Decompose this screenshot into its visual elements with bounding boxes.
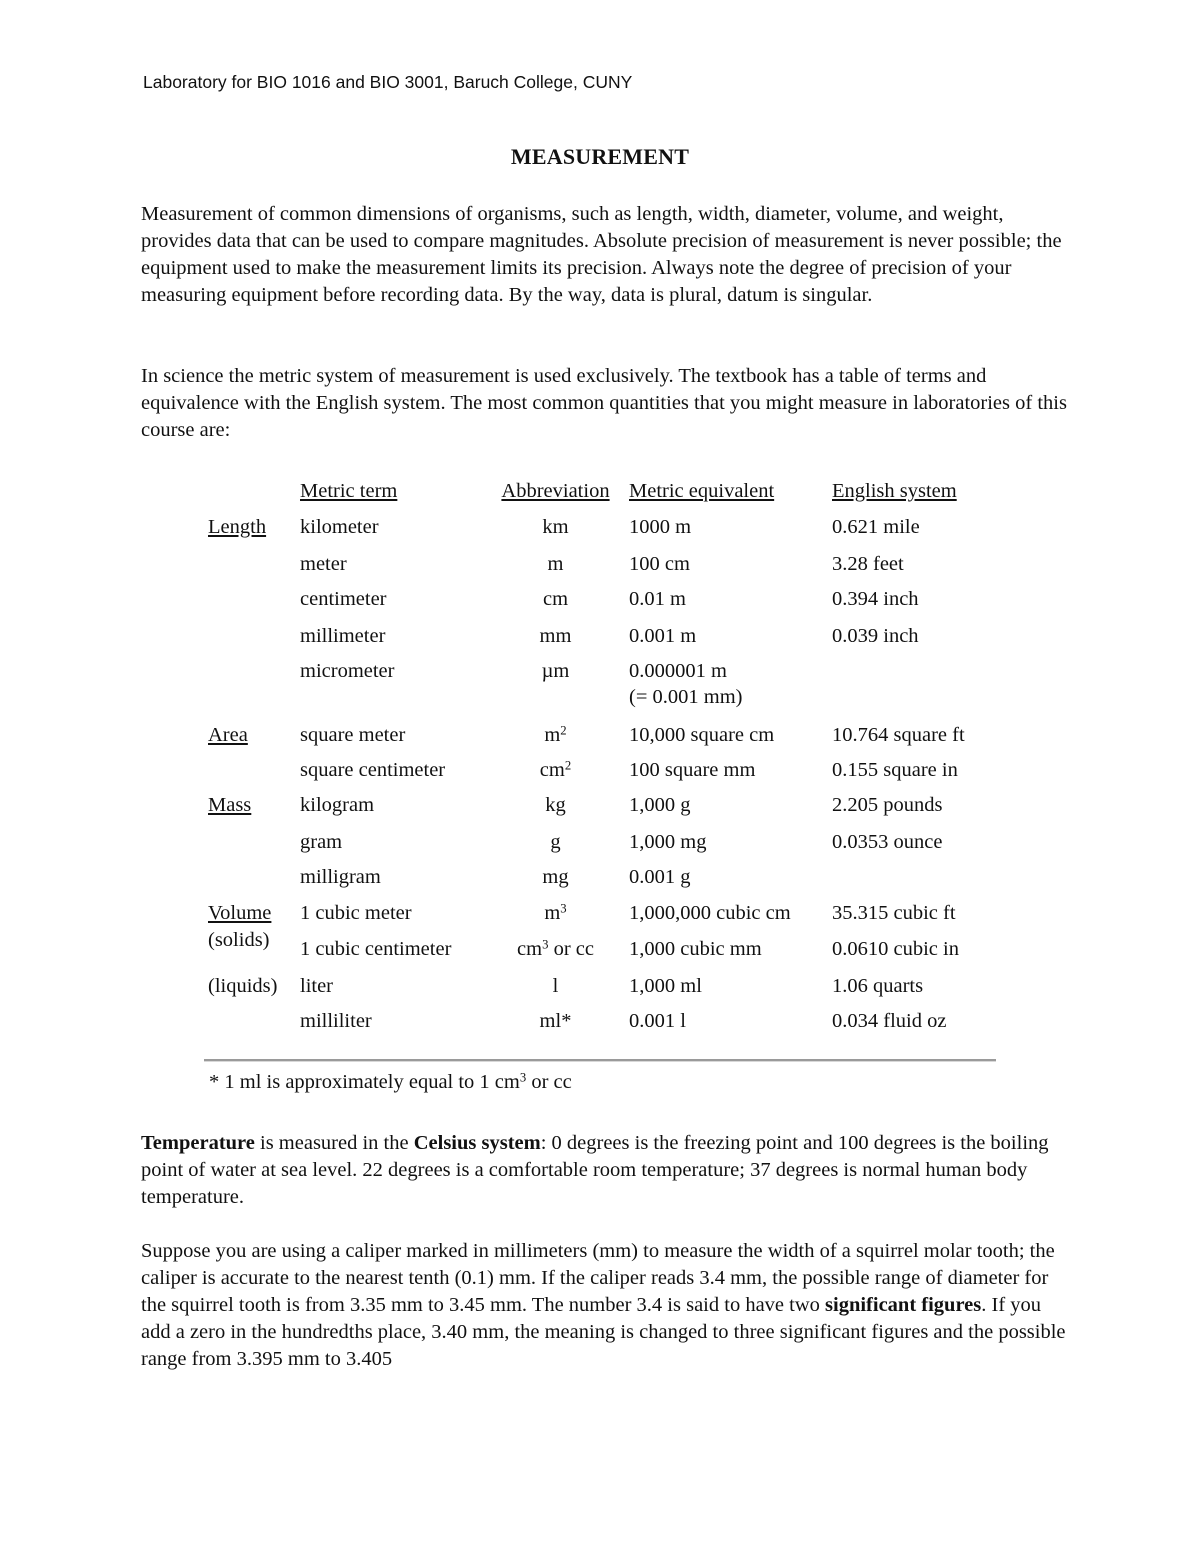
row-english-equivalent: 0.039 inch — [832, 625, 919, 647]
header-abbreviation: Abbreviation — [501, 480, 610, 502]
row-metric-equivalent: 100 cm — [629, 553, 690, 575]
row-metric-equivalent: 1,000,000 cubic cm — [629, 902, 791, 924]
row-metric-term: 1 cubic centimeter — [300, 938, 452, 960]
row-metric-term: gram — [300, 831, 343, 853]
page-title: MEASUREMENT — [510, 144, 690, 169]
row-metric-term: square centimeter — [300, 759, 446, 781]
category-mass: Mass — [208, 794, 252, 816]
row-english-equivalent: 0.621 mile — [832, 516, 920, 538]
row-metric-equivalent: 0.01 m — [629, 588, 686, 610]
row-metric-equivalent: 1,000 ml — [629, 975, 702, 997]
header-metric-equivalent: Metric equivalent — [629, 480, 775, 502]
row-metric-equivalent: 1000 m — [629, 516, 692, 538]
row-abbreviation: cm — [542, 588, 569, 610]
intro-paragraph: Measurement of common dimensions of organisms, such as length, width, diameter, volume, and weight, provides data that can be used to compare magnitudes. Absolute precision of measurement is never possible; the equipment used to make the measurement limits its precision. Always note the degree of precision of your measuring equipment before recording data. By the way, data is plural, datum is singular. — [141, 203, 1062, 306]
category-area: Area — [208, 724, 248, 746]
metric-paragraph: In science the metric system of measurement is used exclusively. The textbook has a table of terms and equivalence with the English system. The most common quantities that you might measure in laboratories of this course are: — [141, 365, 1067, 441]
table-divider — [204, 1059, 996, 1062]
row-abbreviation: mm — [539, 625, 572, 647]
table-footnote: * 1 ml is approximately equal to 1 $cm^3$ or cc — [209, 1070, 572, 1093]
row-english-equivalent: 0.155 square in — [832, 759, 958, 781]
temperature-paragraph: Temperature is measured in the Celsius system: 0 degrees is the freezing point and 100 degrees is the boiling point of water at sea level. 22 degrees is a comfortable room temperature; 37 degrees is normal human body temperature. — [141, 1132, 1049, 1208]
running-header: Laboratory for BIO 1016 and BIO 3001, Baruch College, CUNY — [143, 72, 633, 92]
row-abbreviation: kg — [545, 794, 566, 816]
row-metric-equivalent: 100 square mm — [629, 759, 756, 781]
row-english-equivalent: 0.0353 ounce — [832, 831, 943, 853]
row-metric-term: kilometer — [300, 516, 379, 538]
header-metric-term: Metric term — [300, 480, 398, 502]
row-metric-equivalent: 0.001 m — [629, 625, 697, 647]
row-english-equivalent: 10.764 square ft — [832, 724, 965, 746]
row-abbreviation: µm — [541, 660, 570, 682]
row-metric-term: square meter — [300, 724, 406, 746]
row-metric-term: kilogram — [300, 794, 375, 816]
row-metric-term: milligram — [300, 866, 381, 888]
row-abbreviation: $m^2$ — [544, 723, 567, 746]
row-metric-term: 1 cubic meter — [300, 902, 412, 924]
category-length: Length — [208, 516, 267, 538]
category-solids: (solids) — [208, 929, 270, 951]
celsius-term: Celsius system — [413, 1132, 541, 1154]
row-abbreviation: $cm^3$ or cc — [517, 937, 594, 960]
caliper-paragraph: Suppose you are using a caliper marked in millimeters (mm) to measure the width of a squirrel molar tooth; the caliper is accurate to the nearest tenth (0.1) mm. If the caliper reads 3.4 mm, the possible range of diameter for the squirrel tooth is from 3.35 mm to 3.45 mm. The number 3.4 is said to have two significant figures. If you add a zero in the hundredths place, 3.40 mm, the meaning is changed to three significant figures and the possible range from 3.395 mm to 3.405 — [141, 1240, 1066, 1370]
row-abbreviation: g — [550, 831, 561, 853]
row-abbreviation: ml* — [539, 1010, 572, 1032]
row-metric-term: milliliter — [300, 1010, 372, 1032]
category-liquids: (liquids) — [208, 975, 278, 997]
row-abbreviation: km — [542, 516, 569, 538]
row-metric-term: centimeter — [300, 588, 387, 610]
row-abbreviation: $m^3$ — [544, 901, 567, 924]
row-english-equivalent: 1.06 quarts — [832, 975, 924, 997]
row-metric-equivalent: 1,000 cubic mm — [629, 938, 762, 960]
header-english-system: English system — [832, 480, 957, 502]
row-metric-term: liter — [300, 975, 334, 997]
row-metric-equivalent: 1,000 g — [629, 794, 691, 816]
row-english-equivalent: 0.394 inch — [832, 588, 919, 610]
temperature-term: Temperature — [141, 1132, 255, 1154]
row-abbreviation: l — [552, 975, 559, 997]
row-metric-term: millimeter — [300, 625, 386, 647]
significant-figures-term: significant figures — [825, 1294, 982, 1316]
row-english-equivalent: 3.28 feet — [832, 553, 904, 575]
category-volume: Volume — [208, 902, 272, 924]
row-abbreviation: mg — [542, 866, 569, 888]
row-metric-term: meter — [300, 553, 347, 575]
row-metric-equivalent: 0.001 l — [629, 1010, 686, 1032]
row-abbreviation: $cm^2$ — [539, 758, 572, 781]
row-english-equivalent: 35.315 cubic ft — [832, 902, 956, 924]
row-metric-equivalent: 0.001 g — [629, 866, 691, 888]
row-english-equivalent: 0.034 fluid oz — [832, 1010, 947, 1032]
row-metric-equivalent: 0.000001 m (= 0.001 mm) — [629, 660, 743, 708]
row-english-equivalent: 2.205 pounds — [832, 794, 943, 816]
row-english-equivalent: 0.0610 cubic in — [832, 938, 959, 960]
row-metric-equivalent: 10,000 square cm — [629, 724, 775, 746]
row-metric-equivalent: 1,000 mg — [629, 831, 707, 853]
row-metric-term: micrometer — [300, 660, 395, 682]
row-abbreviation: m — [547, 553, 564, 575]
